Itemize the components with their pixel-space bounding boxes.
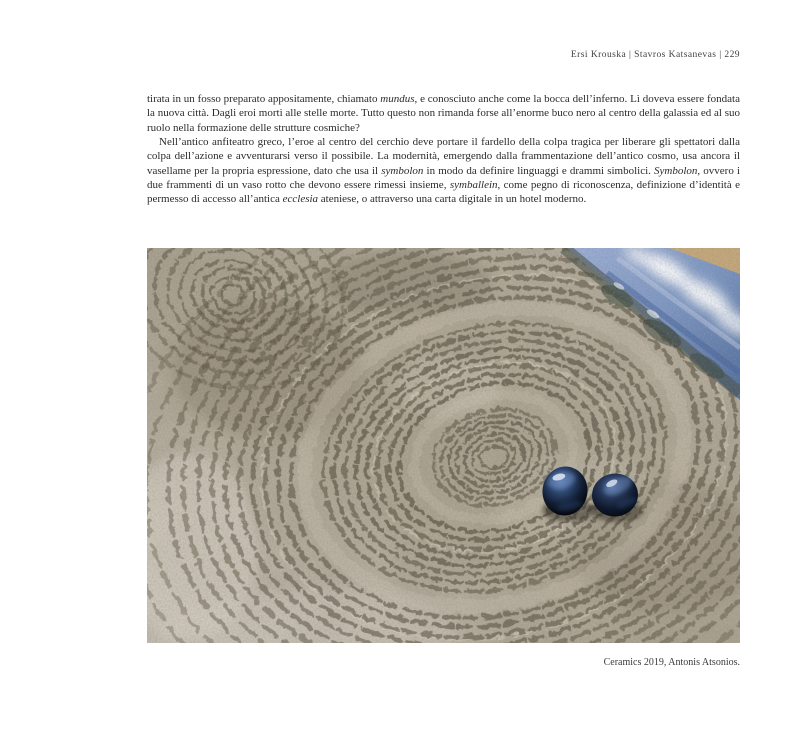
paragraph: Nell’antico anfiteatro greco, l’eroe al centro del cerchio deve portare il fardello della colpa tragica per liberare gli spettatori dalla colpa dell’azione e avventurarsi verso il possibile. La modernità, emergendo dalla frammentazione dell’antico cosmo, usa ancora il vasellame per la propria espressione, dato che usa il symbolon in modo da definire linguaggi e drammi simbolici. Symbolon, ovvero i due frammenti di un vaso rotto che devono essere rimessi insieme, symballein, come pegno di riconoscenza, definizione d’identità e permesso di accesso all’antica ecclesia ateniese, o attraverso una carta digitale in un hotel moderno. [147, 135, 740, 206]
figure-caption: Ceramics 2019, Antonis Atsonios. [603, 657, 740, 668]
body-text [147, 92, 740, 207]
running-header: Ersi Krouska | Stavros Katsanevas | 229 [570, 50, 740, 60]
paragraph: tirata in un fosso preparato appositamente, chiamato mundus, e conosciuto anche come la bocca dell’inferno. Lì doveva essere fondata la nuova città. Dagli eroi morti alle stelle morte. Tutto questo non rimanda forse all’enorme buco nero al centro della galassia ed al suo ruolo nella formazione delle strutture cosmiche? [147, 93, 740, 134]
artwork-photo [147, 248, 740, 643]
figure [147, 248, 740, 643]
